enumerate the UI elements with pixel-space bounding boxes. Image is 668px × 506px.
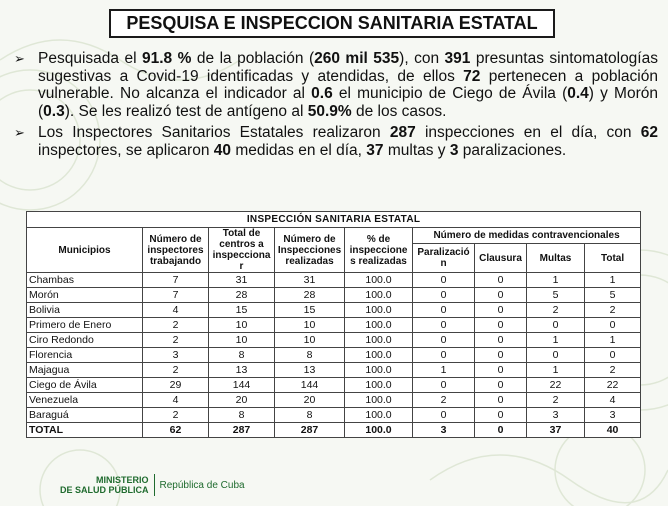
- cell-value: 100.0: [345, 393, 413, 408]
- cell-municipio: TOTAL: [27, 423, 143, 438]
- bullet-inspectores-text: [38, 124, 658, 159]
- cell-value: 287: [275, 423, 345, 438]
- cell-value: 8: [275, 408, 345, 423]
- cell-value: 3: [413, 423, 475, 438]
- cell-municipio: Primero de Enero: [27, 318, 143, 333]
- header-paralizacion: Paralizació n: [413, 244, 475, 273]
- cell-value: 0: [475, 288, 527, 303]
- republic-label: República de Cuba: [159, 479, 245, 491]
- bullet-text-segment: de la población (: [191, 50, 315, 67]
- cell-value: 0: [413, 273, 475, 288]
- bullet-text-segment: 37: [366, 141, 384, 159]
- cell-value: 0: [475, 423, 527, 438]
- bullet-text-segment: presuntas sintomatologías sugestivas a Covid-19 identificadas y atendidas, de ellos: [38, 50, 658, 85]
- cell-value: 2: [585, 363, 641, 378]
- cell-value: 100.0: [345, 348, 413, 363]
- bullet-text-segment: ), con: [399, 50, 445, 67]
- cell-municipio: Baraguá: [27, 408, 143, 423]
- cell-value: 62: [143, 423, 209, 438]
- bullet-text-segment: 260 mil 535: [314, 50, 400, 67]
- header-municipios: Municipios: [27, 228, 143, 273]
- cell-value: 10: [209, 318, 275, 333]
- cell-value: 29: [143, 378, 209, 393]
- cell-value: 100.0: [345, 288, 413, 303]
- bullet-text-segment: multas y: [383, 141, 450, 159]
- cell-value: 1: [527, 273, 585, 288]
- cell-value: 2: [527, 393, 585, 408]
- bullet-text-segment: 0.4: [567, 85, 589, 102]
- bullet-text-segment: 3: [449, 141, 459, 159]
- bullet-text-segment: Pesquisada el: [38, 50, 142, 67]
- table-row: [27, 303, 641, 318]
- cell-municipio: Bolivia: [27, 303, 143, 318]
- cell-municipio: Florencia: [27, 348, 143, 363]
- ministry-name: MINISTERIO DE SALUD PÚBLICA: [60, 475, 149, 495]
- table-row: [27, 408, 641, 423]
- table-title: INSPECCIÓN SANITARIA ESTATAL: [27, 212, 641, 228]
- bullet-arrow-icon: ➢: [14, 51, 25, 66]
- cell-value: 37: [527, 423, 585, 438]
- cell-value: 2: [527, 303, 585, 318]
- cell-value: 287: [209, 423, 275, 438]
- cell-value: 0: [475, 363, 527, 378]
- cell-value: 1: [413, 363, 475, 378]
- cell-value: 0: [585, 318, 641, 333]
- cell-value: 144: [275, 378, 345, 393]
- cell-value: 0: [527, 318, 585, 333]
- table-row: [27, 333, 641, 348]
- cell-value: 31: [275, 273, 345, 288]
- header-clausura: Clausura: [475, 244, 527, 273]
- cell-value: 22: [585, 378, 641, 393]
- header-centros: Total de centros a inspecciona r: [209, 228, 275, 273]
- cell-municipio: Chambas: [27, 273, 143, 288]
- cell-value: 0: [475, 378, 527, 393]
- cell-value: 10: [275, 333, 345, 348]
- cell-value: 0: [475, 333, 527, 348]
- cell-municipio: Venezuela: [27, 393, 143, 408]
- table-row: [27, 288, 641, 303]
- bullet-arrow-icon: ➢: [14, 125, 25, 140]
- cell-value: 0: [527, 348, 585, 363]
- cell-value: 31: [209, 273, 275, 288]
- cell-value: 3: [585, 408, 641, 423]
- header-multas: Multas: [527, 244, 585, 273]
- bullet-text-segment: el municipio de Ciego de Ávila (: [332, 85, 568, 102]
- bullet-text-segment: 72: [463, 67, 481, 85]
- table-row: [27, 378, 641, 393]
- cell-value: 1: [585, 273, 641, 288]
- cell-value: 1: [527, 363, 585, 378]
- cell-value: 100.0: [345, 408, 413, 423]
- cell-value: 100.0: [345, 303, 413, 318]
- bullet-text-segment: paralizaciones.: [458, 141, 567, 159]
- cell-value: 5: [527, 288, 585, 303]
- cell-value: 0: [585, 348, 641, 363]
- cell-value: 22: [527, 378, 585, 393]
- cell-value: 8: [209, 408, 275, 423]
- header-porcentaje: % de inspeccione s realizadas: [345, 228, 413, 273]
- cell-value: 20: [275, 393, 345, 408]
- cell-value: 100.0: [345, 273, 413, 288]
- bullet-text-segment: inspectores, se aplicaron: [38, 141, 214, 159]
- cell-value: 0: [413, 303, 475, 318]
- bullet-text-segment: 0.3: [43, 102, 65, 120]
- cell-value: 2: [143, 333, 209, 348]
- table-row: [27, 273, 641, 288]
- bullet-text-segment: 62: [640, 124, 658, 141]
- cell-value: 0: [475, 303, 527, 318]
- bullet-text-segment: inspecciones en el día, con: [415, 124, 641, 141]
- table-row: [27, 363, 641, 378]
- cell-value: 3: [143, 348, 209, 363]
- table-row: [27, 318, 641, 333]
- header-inspecciones: Número de Inspecciones realizadas: [275, 228, 345, 273]
- cell-value: 100.0: [345, 363, 413, 378]
- bullet-pesquisa-text: [38, 50, 658, 120]
- cell-value: 0: [413, 288, 475, 303]
- bullet-text-segment: 287: [389, 124, 416, 141]
- cell-value: 28: [275, 288, 345, 303]
- bullet-text-segment: 391: [444, 50, 471, 67]
- cell-value: 1: [585, 333, 641, 348]
- bullet-list: [14, 50, 658, 163]
- bullet-text-segment: 50.9%: [307, 102, 352, 120]
- cell-value: 2: [143, 363, 209, 378]
- cell-value: 13: [209, 363, 275, 378]
- cell-value: 100.0: [345, 378, 413, 393]
- bullet-text-segment: 40: [213, 141, 232, 159]
- header-inspectores: Número de inspectores trabajando: [143, 228, 209, 273]
- cell-value: 28: [209, 288, 275, 303]
- header-total: Total: [585, 244, 641, 273]
- cell-value: 13: [275, 363, 345, 378]
- cell-value: 0: [413, 348, 475, 363]
- cell-value: 7: [143, 273, 209, 288]
- cell-value: 8: [209, 348, 275, 363]
- cell-value: 0: [413, 408, 475, 423]
- cell-municipio: Morón: [27, 288, 143, 303]
- cell-value: 15: [209, 303, 275, 318]
- bullet-inspectores: [14, 124, 658, 159]
- cell-value: 0: [475, 348, 527, 363]
- bullet-text-segment: de los casos.: [351, 102, 447, 120]
- cell-value: 4: [585, 393, 641, 408]
- header-medidas-group: Número de medidas contravencionales: [413, 228, 641, 244]
- cell-value: 0: [413, 378, 475, 393]
- cell-value: 0: [413, 333, 475, 348]
- cell-value: 15: [275, 303, 345, 318]
- table-total-row: [27, 423, 641, 438]
- bullet-text-segment: pertenecen a población vulnerable. No alcanza el indicador al: [38, 67, 658, 102]
- bullet-pesquisa: [14, 50, 658, 120]
- cell-value: 8: [275, 348, 345, 363]
- cell-value: 0: [475, 273, 527, 288]
- bullet-text-segment: medidas en el día,: [231, 141, 367, 159]
- cell-value: 100.0: [345, 423, 413, 438]
- logo-divider: [154, 474, 155, 496]
- bullet-text-segment: ) y Morón (: [38, 85, 658, 120]
- ministry-logo: [60, 472, 245, 498]
- inspection-table: [26, 211, 641, 438]
- cell-value: 0: [413, 318, 475, 333]
- cell-value: 10: [275, 318, 345, 333]
- bullet-text-segment: Los Inspectores Sanitarios Estatales realizaron: [38, 124, 390, 141]
- cell-value: 144: [209, 378, 275, 393]
- cell-value: 10: [209, 333, 275, 348]
- cell-municipio: Ciro Redondo: [27, 333, 143, 348]
- page-title: PESQUISA E INSPECCION SANITARIA ESTATAL: [109, 9, 555, 38]
- bullet-text-segment: ). Se les realizó test de antígeno al: [64, 102, 308, 120]
- cell-value: 2: [143, 408, 209, 423]
- cell-value: 100.0: [345, 333, 413, 348]
- bullet-text-segment: 91.8 %: [142, 50, 192, 67]
- cell-value: 0: [475, 408, 527, 423]
- cell-value: 4: [143, 393, 209, 408]
- cell-municipio: Ciego de Ávila: [27, 378, 143, 393]
- cell-value: 3: [527, 408, 585, 423]
- cell-value: 5: [585, 288, 641, 303]
- cell-value: 100.0: [345, 318, 413, 333]
- cell-value: 0: [475, 393, 527, 408]
- cell-value: 20: [209, 393, 275, 408]
- cell-value: 2: [143, 318, 209, 333]
- table-row: [27, 348, 641, 363]
- cell-municipio: Majagua: [27, 363, 143, 378]
- cell-value: 0: [475, 318, 527, 333]
- cell-value: 2: [585, 303, 641, 318]
- bullet-text-segment: 0.6: [311, 85, 333, 102]
- cell-value: 40: [585, 423, 641, 438]
- table-row: [27, 393, 641, 408]
- cell-value: 4: [143, 303, 209, 318]
- cell-value: 7: [143, 288, 209, 303]
- cell-value: 1: [527, 333, 585, 348]
- cell-value: 2: [413, 393, 475, 408]
